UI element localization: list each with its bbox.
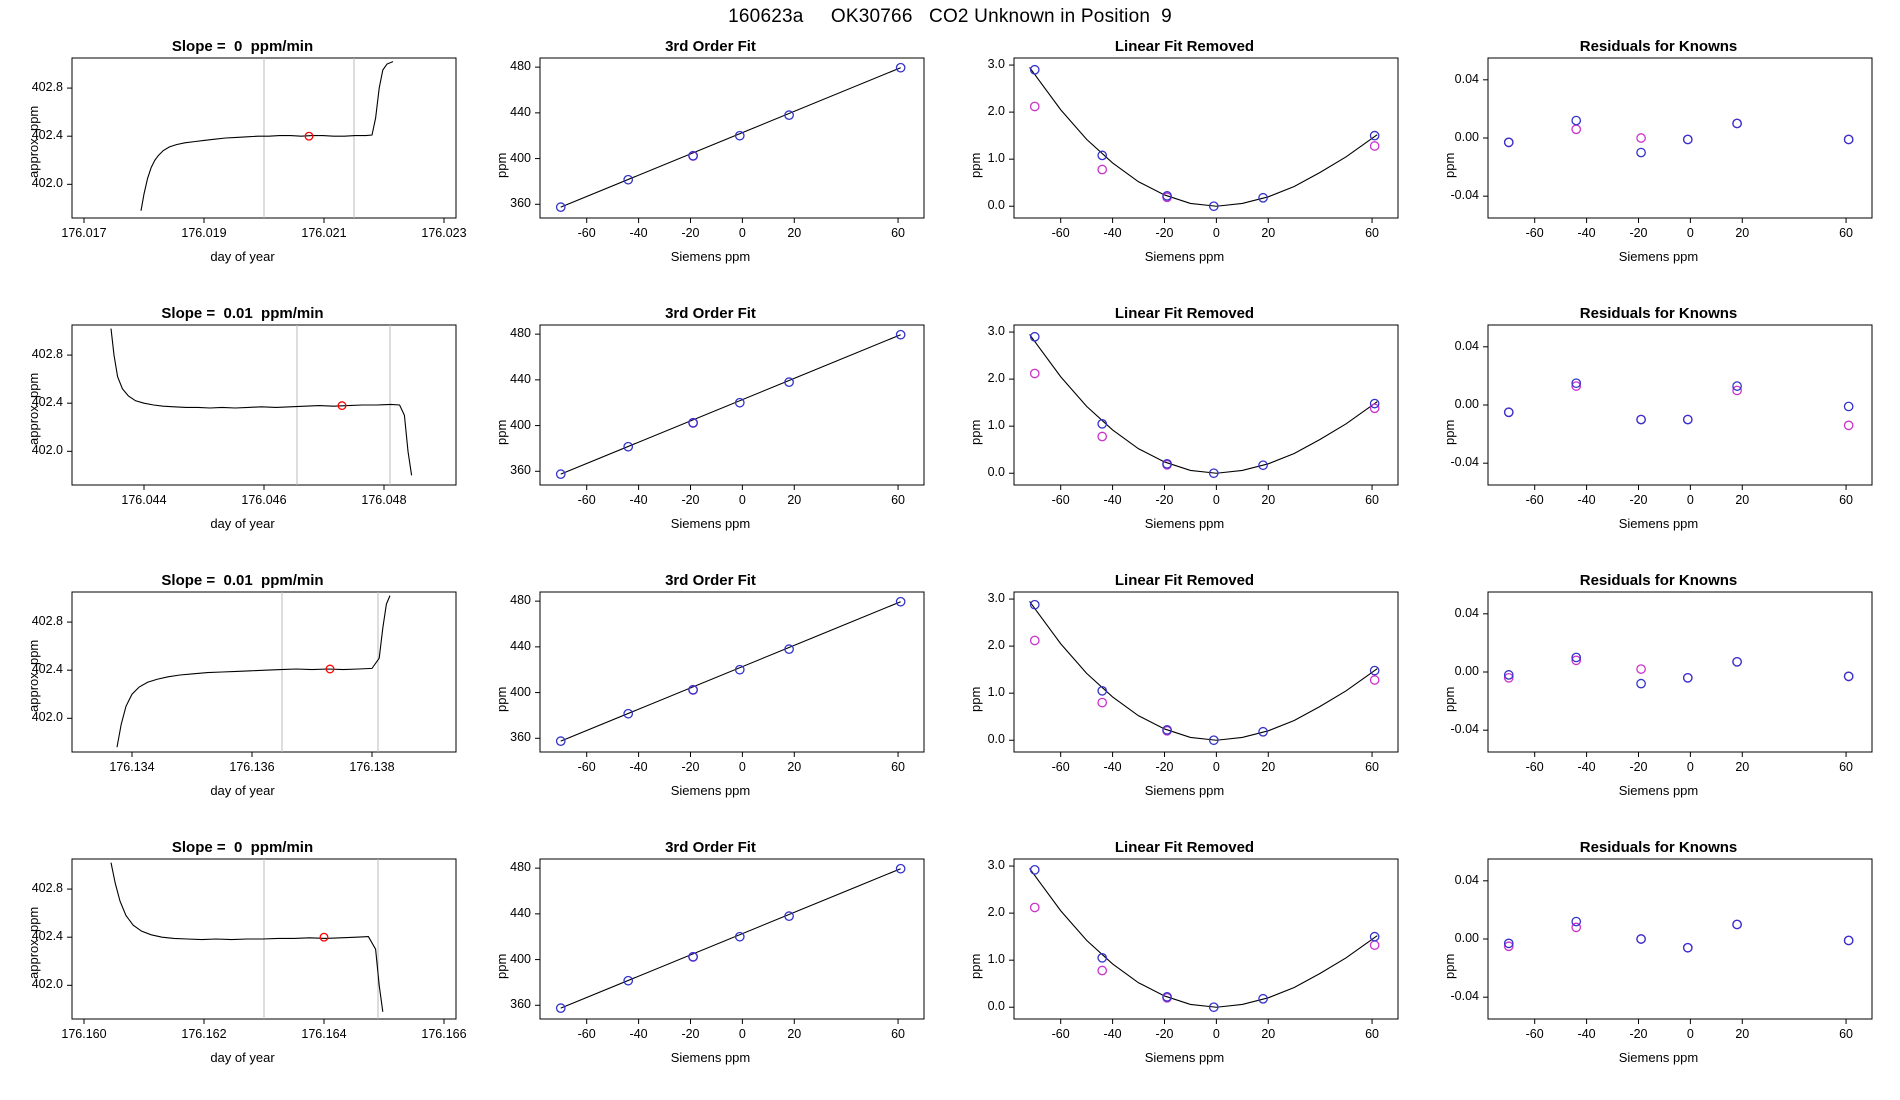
y-tick-label: 0.04: [1454, 605, 1479, 620]
panel-title-r3c2: 3rd Order Fit: [665, 572, 756, 589]
x-tick-label: -20: [1155, 226, 1174, 240]
y-tick-label: 3.0: [987, 57, 1005, 72]
chart-panel-r2c3: [952, 297, 1417, 564]
x-tick-label: 176.136: [229, 760, 275, 774]
x-tick-label: 60: [1839, 760, 1853, 774]
x-tick-label: -60: [577, 226, 596, 240]
panel-title-r4c1: Slope = 0 ppm/min: [171, 839, 314, 856]
x-tick-label: 176.046: [241, 493, 287, 507]
panel-title-r3c3: Linear Fit Removed: [1114, 572, 1255, 589]
x-tick-label: 176.134: [109, 760, 155, 774]
y-tick-label: 0.00: [1454, 664, 1479, 678]
page-title: 160623a OK30766 CO2 Unknown in Position 9: [728, 6, 1172, 27]
x-axis-label: Siemens ppm: [670, 516, 751, 531]
y-tick-label: 2.0: [987, 638, 1005, 653]
x-tick-label: 0: [738, 1027, 746, 1041]
x-tick-label: -40: [1103, 1027, 1122, 1041]
chart-panel-r2c1: [10, 297, 475, 564]
x-tick-label: 176.162: [181, 1027, 227, 1041]
y-tick-label: 0.04: [1454, 71, 1479, 86]
x-tick-label: 176.166: [421, 1027, 467, 1041]
x-tick-label: -60: [577, 760, 596, 774]
x-tick-label: 60: [1365, 493, 1379, 507]
x-tick-label: 176.160: [61, 1027, 107, 1041]
y-tick-label: 480: [510, 59, 531, 74]
panel-title-r2c4: Residuals for Knowns: [1579, 305, 1738, 322]
panel-title-r1c4: Residuals for Knowns: [1579, 38, 1738, 55]
y-tick-label: -0.04: [1450, 455, 1479, 470]
x-tick-label: 20: [1735, 760, 1750, 774]
y-tick-label: 0.0: [987, 198, 1005, 213]
x-tick-label: 0: [1212, 226, 1220, 240]
chart-panel-r4c4: [1426, 831, 1891, 1098]
x-tick-label: 20: [787, 760, 802, 774]
x-tick-label: 20: [787, 226, 802, 240]
panel-title-r2c1: Slope = 0.01 ppm/min: [161, 305, 324, 322]
y-tick-label: 402.0: [31, 443, 63, 458]
x-tick-label: 0: [738, 493, 746, 507]
chart-panel-r3c1: [10, 564, 475, 831]
x-tick-label: -40: [1577, 1027, 1596, 1041]
x-tick-label: -60: [1525, 1027, 1544, 1041]
x-axis-label: Siemens ppm: [670, 249, 751, 264]
x-tick-label: -60: [1051, 493, 1070, 507]
y-axis-label: approx. ppm: [26, 105, 41, 178]
y-tick-label: 402.8: [31, 881, 63, 896]
x-tick-label: -20: [681, 1027, 700, 1041]
x-axis-label: day of year: [210, 249, 275, 264]
x-tick-label: 60: [891, 226, 905, 240]
x-axis-label: Siemens ppm: [1144, 783, 1225, 798]
y-axis-label: approx. ppm: [26, 639, 41, 712]
x-tick-label: 20: [787, 1027, 802, 1041]
y-tick-label: 402.8: [31, 614, 63, 629]
x-tick-label: 60: [1365, 760, 1379, 774]
y-tick-label: 440: [510, 905, 531, 920]
panel-title-r3c1: Slope = 0.01 ppm/min: [161, 572, 324, 589]
x-tick-label: 20: [1261, 1027, 1276, 1041]
x-tick-label: -40: [629, 760, 648, 774]
y-axis-label: ppm: [968, 953, 983, 979]
panel-title-r4c3: Linear Fit Removed: [1114, 839, 1255, 856]
y-axis-label: ppm: [494, 953, 509, 979]
y-axis-label: ppm: [1442, 686, 1457, 712]
y-axis-label: ppm: [494, 152, 509, 178]
x-tick-label: -60: [577, 1027, 596, 1041]
x-tick-label: 0: [738, 226, 746, 240]
panel-row-3: [0, 564, 1900, 831]
y-tick-label: 440: [510, 638, 531, 653]
chart-panel-r3c3: [952, 564, 1417, 831]
x-tick-label: 0: [1686, 1027, 1694, 1041]
y-tick-label: 2.0: [987, 104, 1005, 119]
x-tick-label: 0: [1686, 226, 1694, 240]
x-tick-label: 60: [1365, 226, 1379, 240]
y-tick-label: 440: [510, 104, 531, 119]
chart-panel-r3c4: [1426, 564, 1891, 831]
y-tick-label: 480: [510, 593, 531, 608]
chart-panel-r4c3: [952, 831, 1417, 1098]
panel-title-r2c2: 3rd Order Fit: [665, 305, 756, 322]
y-tick-label: 402.0: [31, 977, 63, 992]
x-tick-label: -20: [681, 226, 700, 240]
panel-title-r4c4: Residuals for Knowns: [1579, 839, 1738, 856]
x-tick-label: -20: [1155, 493, 1174, 507]
y-tick-label: 400: [510, 417, 531, 432]
x-axis-label: Siemens ppm: [1618, 783, 1699, 798]
y-axis-label: ppm: [1442, 953, 1457, 979]
y-tick-label: 360: [510, 463, 531, 478]
x-tick-label: -40: [1103, 760, 1122, 774]
chart-panel-r1c1: [10, 30, 475, 297]
x-tick-label: 0: [738, 760, 746, 774]
x-axis-label: Siemens ppm: [1144, 1050, 1225, 1065]
y-tick-label: 0.0: [987, 732, 1005, 747]
x-axis-label: day of year: [210, 1050, 275, 1065]
y-axis-label: ppm: [494, 686, 509, 712]
x-tick-label: 20: [1261, 226, 1276, 240]
y-tick-label: 402.4: [31, 128, 63, 143]
x-tick-label: 176.023: [421, 226, 467, 240]
y-tick-label: 400: [510, 150, 531, 165]
x-tick-label: 176.021: [301, 226, 347, 240]
x-tick-label: 0: [1212, 1027, 1220, 1041]
panel-title-r2c3: Linear Fit Removed: [1114, 305, 1255, 322]
x-tick-label: -40: [629, 226, 648, 240]
x-tick-label: 20: [1261, 493, 1276, 507]
y-axis-label: approx. ppm: [26, 372, 41, 445]
x-tick-label: -60: [1051, 1027, 1070, 1041]
y-tick-label: -0.04: [1450, 188, 1479, 203]
y-tick-label: -0.04: [1450, 722, 1479, 737]
panel-row-2: [0, 297, 1900, 564]
x-tick-label: 0: [1686, 760, 1694, 774]
y-tick-label: 3.0: [987, 858, 1005, 873]
chart-panel-r1c3: [952, 30, 1417, 297]
x-tick-label: 176.017: [61, 226, 107, 240]
x-axis-label: Siemens ppm: [1144, 516, 1225, 531]
y-tick-label: 1.0: [987, 151, 1005, 166]
x-axis-label: day of year: [210, 516, 275, 531]
y-axis-label: approx. ppm: [26, 906, 41, 979]
x-tick-label: -40: [1103, 226, 1122, 240]
y-axis-label: ppm: [968, 686, 983, 712]
x-tick-label: 60: [891, 1027, 905, 1041]
x-tick-label: 60: [891, 493, 905, 507]
y-tick-label: 400: [510, 951, 531, 966]
y-tick-label: 3.0: [987, 324, 1005, 339]
x-tick-label: 20: [1735, 1027, 1750, 1041]
y-tick-label: 402.0: [31, 176, 63, 191]
y-tick-label: 0.0: [987, 999, 1005, 1014]
x-tick-label: -60: [1525, 493, 1544, 507]
y-tick-label: 402.4: [31, 929, 63, 944]
y-tick-label: 402.4: [31, 395, 63, 410]
x-tick-label: 20: [1261, 760, 1276, 774]
x-tick-label: -40: [1103, 493, 1122, 507]
x-tick-label: 60: [891, 760, 905, 774]
chart-panel-r3c2: [478, 564, 943, 831]
x-tick-label: 176.138: [349, 760, 395, 774]
y-axis-label: ppm: [494, 419, 509, 445]
x-tick-label: 176.048: [361, 493, 407, 507]
y-tick-label: 402.8: [31, 80, 63, 95]
x-tick-label: 0: [1212, 493, 1220, 507]
y-tick-label: 0.04: [1454, 872, 1479, 887]
y-tick-label: 480: [510, 860, 531, 875]
x-tick-label: 60: [1839, 1027, 1853, 1041]
x-tick-label: 60: [1839, 493, 1853, 507]
y-tick-label: 402.4: [31, 662, 63, 677]
y-tick-label: 360: [510, 730, 531, 745]
x-tick-label: 20: [1735, 493, 1750, 507]
y-tick-label: 360: [510, 196, 531, 211]
y-tick-label: 400: [510, 684, 531, 699]
chart-panel-r2c4: [1426, 297, 1891, 564]
x-tick-label: -20: [1629, 493, 1648, 507]
x-tick-label: -20: [1155, 760, 1174, 774]
x-tick-label: -20: [1155, 1027, 1174, 1041]
panel-row-4: [0, 831, 1900, 1098]
y-tick-label: 0.04: [1454, 338, 1479, 353]
x-tick-label: 0: [1686, 493, 1694, 507]
x-tick-label: 176.044: [121, 493, 167, 507]
chart-panel-r4c1: [10, 831, 475, 1098]
chart-panel-r2c2: [478, 297, 943, 564]
panel-title-r1c2: 3rd Order Fit: [665, 38, 756, 55]
x-axis-label: Siemens ppm: [1618, 1050, 1699, 1065]
x-tick-label: 60: [1365, 1027, 1379, 1041]
x-axis-label: Siemens ppm: [1618, 516, 1699, 531]
x-tick-label: -60: [1051, 760, 1070, 774]
x-tick-label: -60: [1051, 226, 1070, 240]
y-tick-label: 1.0: [987, 952, 1005, 967]
y-tick-label: 2.0: [987, 905, 1005, 920]
x-axis-label: Siemens ppm: [670, 783, 751, 798]
y-tick-label: 360: [510, 997, 531, 1012]
x-axis-label: Siemens ppm: [1144, 249, 1225, 264]
x-tick-label: 60: [1839, 226, 1853, 240]
x-tick-label: -40: [629, 1027, 648, 1041]
x-axis-label: day of year: [210, 783, 275, 798]
x-tick-label: 20: [1735, 226, 1750, 240]
y-tick-label: 1.0: [987, 418, 1005, 433]
y-tick-label: 402.0: [31, 710, 63, 725]
x-axis-label: Siemens ppm: [1618, 249, 1699, 264]
chart-panel-r4c2: [478, 831, 943, 1098]
x-tick-label: -20: [1629, 226, 1648, 240]
x-tick-label: -20: [681, 493, 700, 507]
y-tick-label: 402.8: [31, 347, 63, 362]
y-tick-label: -0.04: [1450, 989, 1479, 1004]
y-axis-label: ppm: [968, 419, 983, 445]
panel-title-r4c2: 3rd Order Fit: [665, 839, 756, 856]
y-axis-label: ppm: [968, 152, 983, 178]
x-tick-label: 20: [787, 493, 802, 507]
y-tick-label: 0.00: [1454, 130, 1479, 144]
x-tick-label: -40: [629, 493, 648, 507]
y-tick-label: 1.0: [987, 685, 1005, 700]
x-tick-label: -40: [1577, 493, 1596, 507]
x-axis-label: Siemens ppm: [670, 1050, 751, 1065]
chart-panel-r1c2: [478, 30, 943, 297]
y-axis-label: ppm: [1442, 419, 1457, 445]
panel-title-r3c4: Residuals for Knowns: [1579, 572, 1738, 589]
panel-title-r1c3: Linear Fit Removed: [1114, 38, 1255, 55]
x-tick-label: -60: [1525, 226, 1544, 240]
y-tick-label: 2.0: [987, 371, 1005, 386]
panel-row-1: [0, 30, 1900, 297]
y-tick-label: 440: [510, 371, 531, 386]
x-tick-label: -20: [1629, 760, 1648, 774]
x-tick-label: -60: [577, 493, 596, 507]
x-tick-label: -60: [1525, 760, 1544, 774]
panel-title-r1c1: Slope = 0 ppm/min: [171, 38, 314, 55]
y-axis-label: ppm: [1442, 152, 1457, 178]
x-tick-label: -20: [1629, 1027, 1648, 1041]
x-tick-label: 176.164: [301, 1027, 347, 1041]
panel-grid: [0, 30, 1900, 1100]
y-tick-label: 3.0: [987, 591, 1005, 606]
x-tick-label: -40: [1577, 226, 1596, 240]
x-tick-label: 0: [1212, 760, 1220, 774]
x-tick-label: -40: [1577, 760, 1596, 774]
x-tick-label: 176.019: [181, 226, 227, 240]
chart-panel-r1c4: [1426, 30, 1891, 297]
y-tick-label: 480: [510, 326, 531, 341]
y-tick-label: 0.0: [987, 465, 1005, 480]
y-tick-label: 0.00: [1454, 931, 1479, 945]
y-tick-label: 0.00: [1454, 397, 1479, 411]
x-tick-label: -20: [681, 760, 700, 774]
